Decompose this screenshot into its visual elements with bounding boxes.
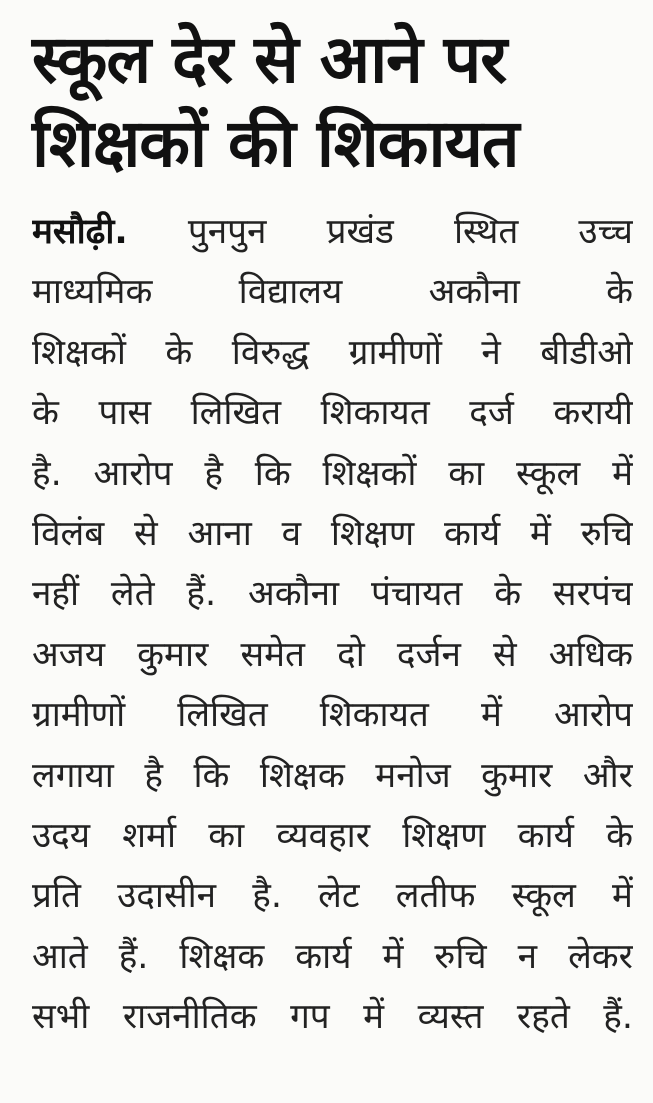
body-line-12: प्रति उदासीन है. लेट लतीफ स्कूल में — [32, 876, 633, 917]
headline-line-2: शिक्षकों की शिकायत — [32, 105, 519, 182]
body-line-5: है. आरोप है कि शिक्षकों का स्कूल में — [32, 453, 633, 494]
headline-line-1: स्कूल देर से आने पर — [32, 21, 507, 98]
body-line-13: आते हैं. शिक्षक कार्य में रुचि न लेकर — [32, 936, 633, 977]
body-line-1 — [32, 202, 633, 262]
body-line-11: उदय शर्मा का व्यवहार शिक्षण कार्य के — [32, 815, 633, 856]
body-line-10: लगाया है कि शिक्षक मनोज कुमार और — [32, 755, 633, 796]
body-line-6: विलंब से आना व शिक्षण कार्य में रुचि — [32, 513, 633, 554]
body-line-3: शिक्षकों के विरुद्ध ग्रामीणों ने बीडीओ — [32, 332, 633, 373]
body-line-7: नहीं लेते हैं. अकौना पंचायत के सरपंच — [32, 574, 633, 615]
dateline: मसौढ़ी. — [32, 212, 128, 252]
body-line-1-text: पुनपुन प्रखंड स्थित उच्च — [187, 212, 633, 252]
body-line-14: सभी राजनीतिक गप में व्यस्त रहते हैं. — [32, 997, 633, 1038]
body-line-2: माध्यमिक विद्यालय अकौना के — [32, 272, 633, 313]
article-body — [32, 202, 633, 1047]
body-line-9: ग्रामीणों लिखित शिकायत में आरोप — [32, 695, 633, 736]
body-line-8: अजय कुमार समेत दो दर्जन से अधिक — [32, 634, 633, 675]
body-line-4: के पास लिखित शिकायत दर्ज करायी — [32, 393, 633, 434]
article-headline — [32, 18, 633, 186]
